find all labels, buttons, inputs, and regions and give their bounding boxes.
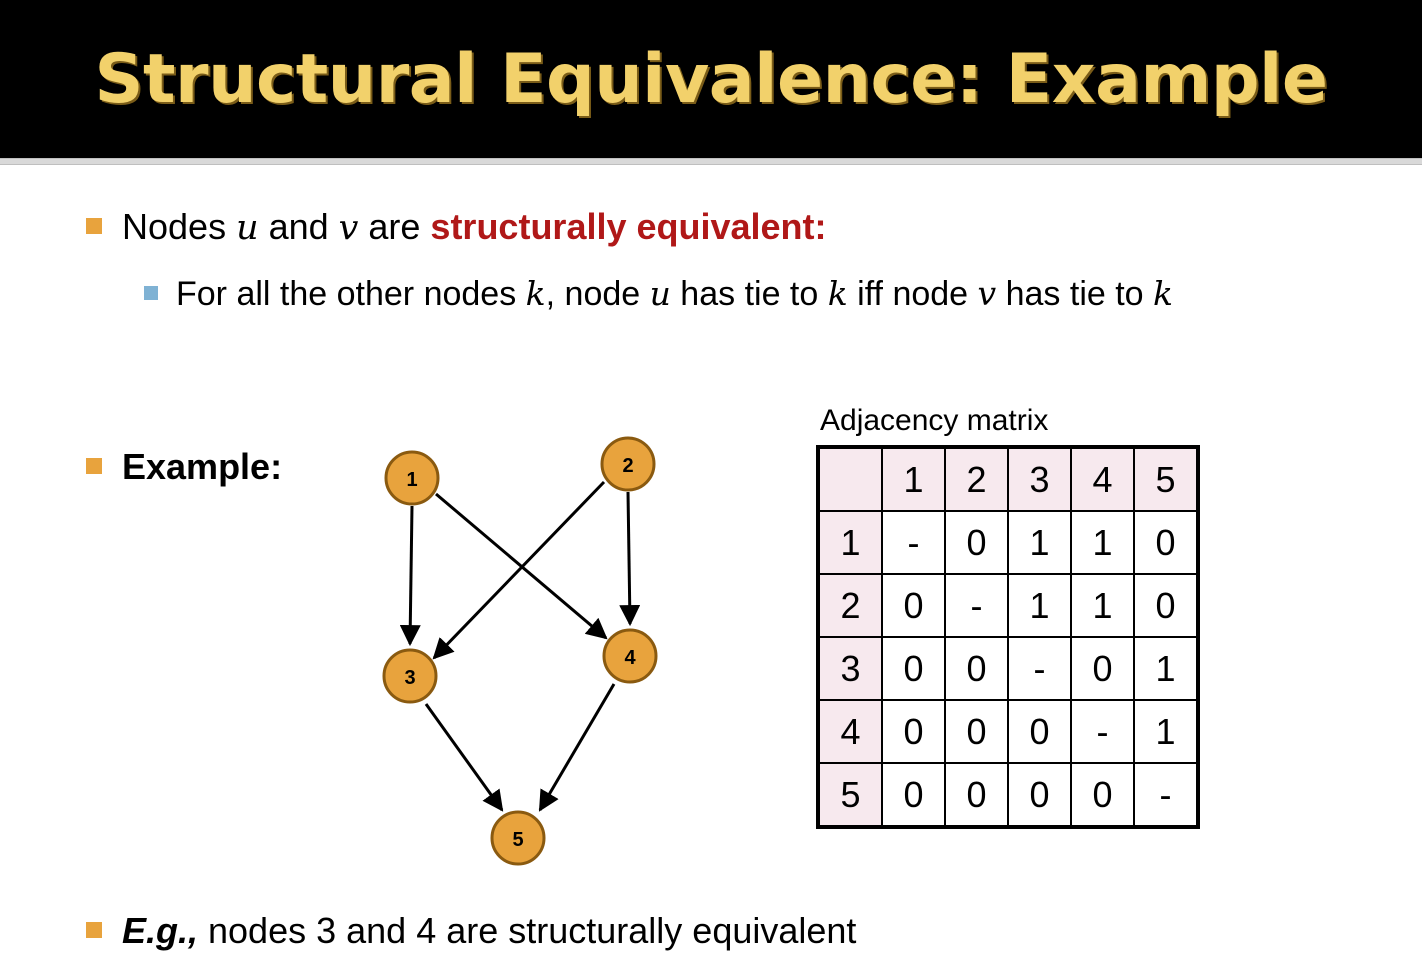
matrix-row-header-2: 2: [818, 574, 882, 637]
bullet-definition: [86, 204, 1336, 251]
matrix-cell-2-3: 1: [1008, 574, 1071, 637]
edge-2-3: [434, 482, 604, 658]
graph-diagram: [360, 430, 690, 880]
adjacency-matrix-block: [816, 404, 1200, 829]
b2-var-k3: k: [1153, 274, 1174, 313]
matrix-cell-3-4: 0: [1071, 637, 1134, 700]
matrix-cell-5-4: 0: [1071, 763, 1134, 827]
matrix-cell-5-3: 0: [1008, 763, 1071, 827]
slide-title-banner: [0, 0, 1422, 158]
matrix-col-header-5: 5: [1134, 447, 1198, 511]
matrix-cell-2-1: 0: [882, 574, 945, 637]
b2-var-k2: k: [827, 274, 848, 313]
matrix-cell-1-1: -: [882, 511, 945, 574]
bullet-square-icon: [86, 922, 102, 938]
bullet-condition-text: [176, 272, 1173, 317]
b2-var-u: u: [649, 274, 671, 313]
matrix-col-header-1: 1: [882, 447, 945, 511]
matrix-corner-cell: [818, 447, 882, 511]
matrix-row: [818, 511, 1198, 574]
matrix-cell-1-2: 0: [945, 511, 1008, 574]
b1-var-v: v: [338, 208, 359, 248]
matrix-row-header-3: 3: [818, 637, 882, 700]
matrix-cell-2-2: -: [945, 574, 1008, 637]
matrix-cell-3-1: 0: [882, 637, 945, 700]
matrix-header-row: [818, 447, 1198, 511]
b4-emphasis: E.g.,: [122, 910, 199, 951]
matrix-row-header-4: 4: [818, 700, 882, 763]
matrix-cell-4-1: 0: [882, 700, 945, 763]
edge-3-5: [426, 704, 502, 810]
b1-and: and: [258, 206, 339, 247]
b2-p2: , node: [545, 275, 650, 313]
matrix-row: [818, 700, 1198, 763]
matrix-cell-1-3: 1: [1008, 511, 1071, 574]
matrix-cell-3-5: 1: [1134, 637, 1198, 700]
matrix-cell-3-2: 0: [945, 637, 1008, 700]
matrix-cell-2-4: 1: [1071, 574, 1134, 637]
bullet-definition-text: [122, 204, 827, 251]
b2-p1: For all the other nodes: [176, 275, 526, 313]
b2-p4: iff node: [847, 275, 978, 313]
b4-rest: nodes 3 and 4 are structurally equivalent: [198, 910, 857, 951]
matrix-cell-5-1: 0: [882, 763, 945, 827]
matrix-cell-3-3: -: [1008, 637, 1071, 700]
matrix-row-header-5: 5: [818, 763, 882, 827]
matrix-caption: Adjacency matrix: [820, 404, 1049, 437]
matrix-cell-2-5: 0: [1134, 574, 1198, 637]
matrix-cell-5-5: -: [1134, 763, 1198, 827]
bullet-square-sub-icon: [144, 286, 158, 300]
b1-prefix: Nodes: [122, 206, 237, 247]
matrix-col-header-2: 2: [945, 447, 1008, 511]
matrix-cell-1-5: 0: [1134, 511, 1198, 574]
bullet-square-icon: [86, 218, 102, 234]
b1-var-u: u: [236, 208, 259, 248]
matrix-row: [818, 637, 1198, 700]
node-2-label: 2: [622, 455, 634, 477]
title-divider: [0, 158, 1422, 165]
node-4-label: 4: [624, 647, 636, 669]
b1-are: are: [358, 206, 431, 247]
bullet-conclusion-text: [122, 908, 856, 954]
bullet-square-icon: [86, 458, 102, 474]
page-title: Structural Equivalence: Example: [94, 39, 1328, 119]
graph-nodes: [384, 438, 656, 864]
bullet-conclusion: [86, 908, 1286, 954]
b2-p3: has tie to: [670, 275, 828, 313]
matrix-cell-4-4: -: [1071, 700, 1134, 763]
node-3-label: 3: [404, 667, 416, 689]
node-1-label: 1: [406, 469, 418, 491]
b2-var-k1: k: [525, 274, 546, 313]
b2-var-v: v: [977, 274, 997, 313]
edge-2-4: [628, 492, 630, 624]
matrix-cell-5-2: 0: [945, 763, 1008, 827]
matrix-col-header-3: 3: [1008, 447, 1071, 511]
bullet-example-text: Example:: [122, 446, 283, 487]
edge-1-3: [410, 506, 412, 644]
matrix-cell-4-2: 0: [945, 700, 1008, 763]
graph-edges: [410, 482, 630, 810]
bullet-condition: [144, 272, 1324, 317]
adjacency-matrix-table: [816, 445, 1200, 829]
matrix-row: [818, 763, 1198, 827]
matrix-cell-4-5: 1: [1134, 700, 1198, 763]
matrix-cell-1-4: 1: [1071, 511, 1134, 574]
matrix-row-header-1: 1: [818, 511, 882, 574]
b2-p5: has tie to: [996, 275, 1154, 313]
node-5-label: 5: [512, 829, 524, 851]
matrix-cell-4-3: 0: [1008, 700, 1071, 763]
matrix-row: [818, 574, 1198, 637]
matrix-col-header-4: 4: [1071, 447, 1134, 511]
b1-emphasis: structurally equivalent:: [430, 206, 827, 247]
edge-4-5: [540, 684, 614, 810]
